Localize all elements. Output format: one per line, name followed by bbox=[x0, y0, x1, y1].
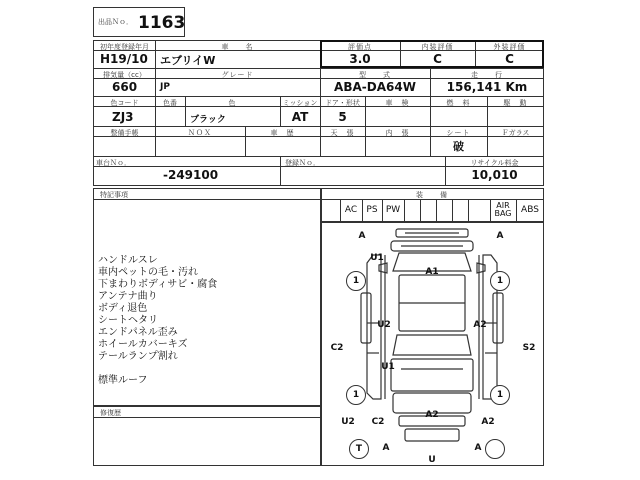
repair-box bbox=[93, 406, 322, 466]
damage-code-circle: 1 bbox=[490, 385, 510, 405]
displacement-label: 排気量（cc） bbox=[103, 71, 146, 79]
note-line: ホイールカバーキズ bbox=[98, 339, 188, 350]
equipment-label: 装 備 bbox=[416, 191, 448, 199]
equipment-ps: PS bbox=[366, 205, 378, 215]
chassis-label: 車台Ｎｏ． bbox=[96, 159, 131, 167]
lot-label: 出品Ｎｏ． bbox=[98, 18, 133, 26]
damage-code: A2 bbox=[481, 417, 495, 427]
notes-box bbox=[93, 188, 322, 406]
note-line: ボディ退色 bbox=[98, 303, 148, 314]
model-label: 型 式 bbox=[359, 71, 391, 79]
car-name-value: エブリイW bbox=[160, 54, 216, 67]
damage-code: U1 bbox=[381, 362, 395, 372]
year-label: 初年度登録年月 bbox=[100, 43, 149, 51]
damage-code: C2 bbox=[330, 343, 344, 353]
drive-label: 駆 動 bbox=[503, 99, 528, 107]
note-line: テールランプ割れ bbox=[98, 351, 178, 362]
transmission-value: AT bbox=[291, 110, 309, 124]
notes-list bbox=[98, 255, 217, 387]
damage-code: A2 bbox=[473, 320, 487, 330]
color-no-label: 色番 bbox=[163, 99, 177, 107]
displacement-value: 660 bbox=[112, 80, 138, 94]
note-line: シートヘタリ bbox=[98, 315, 158, 326]
mileage-label: 走 行 bbox=[471, 71, 503, 79]
model-value: ABA-DA64W bbox=[334, 80, 416, 94]
registration-label: 登録Ｎｏ． bbox=[285, 159, 320, 167]
equipment-ac: AC bbox=[344, 205, 358, 215]
color-value: ブラック bbox=[190, 115, 226, 125]
interior-trim-label: 内 張 bbox=[385, 129, 410, 137]
damage-code-circle: 1 bbox=[490, 271, 510, 291]
damage-code: U2 bbox=[341, 417, 355, 427]
lot-box bbox=[93, 7, 185, 37]
doors-value: 5 bbox=[338, 110, 347, 124]
damage-code: A2 bbox=[425, 410, 439, 420]
note-line: 車内ペットの毛・汚れ bbox=[98, 267, 198, 278]
fuel-label: 燃 料 bbox=[446, 99, 471, 107]
mileage-value: 156,141 Km bbox=[446, 80, 528, 94]
color-label: 色 bbox=[228, 99, 237, 107]
lot-number: 1163 bbox=[138, 13, 186, 33]
note-line: 下まわりボディサビ・腐食 bbox=[98, 279, 218, 290]
damage-code: A bbox=[474, 443, 482, 453]
damage-code-circle: T bbox=[349, 439, 369, 459]
color-code-label: 色コード bbox=[110, 99, 139, 107]
note-line: ハンドルスレ bbox=[98, 255, 158, 266]
damage-code: U1 bbox=[370, 253, 384, 263]
recycle-label: リサイクル料金 bbox=[470, 159, 519, 167]
interior-grade-value: C bbox=[433, 52, 442, 66]
year-value: H19/10 bbox=[100, 52, 148, 66]
damage-code: U bbox=[428, 455, 436, 465]
exterior-grade-label: 外装評価 bbox=[493, 43, 526, 51]
doors-label: ドア・形状 bbox=[325, 99, 360, 107]
note-line: 標準ルーフ bbox=[98, 375, 148, 386]
car-name-label: 車 名 bbox=[221, 43, 254, 51]
equipment-pw: PW bbox=[385, 205, 401, 215]
recycle-value: 10,010 bbox=[471, 168, 518, 182]
seat-value: 破 bbox=[453, 140, 464, 153]
note-line: エンドパネル歪み bbox=[98, 327, 178, 338]
history-label: 車 歴 bbox=[270, 129, 295, 137]
equipment-airbag: AIR BAG bbox=[494, 201, 512, 218]
damage-code: S2 bbox=[522, 343, 536, 353]
damage-code: A bbox=[496, 231, 504, 241]
maintenance-label: 整備手帳 bbox=[110, 129, 139, 137]
damage-code-circle: 1 bbox=[346, 271, 366, 291]
note-line bbox=[98, 363, 217, 375]
repair-label: 修復歴 bbox=[100, 409, 121, 417]
grade-value: JP bbox=[160, 82, 170, 92]
grade-score-label: 評価点 bbox=[348, 43, 372, 51]
grade-label: グレード bbox=[221, 71, 254, 79]
note-line: アンテナ曲り bbox=[98, 291, 158, 302]
grade-score-value: 3.0 bbox=[349, 52, 371, 66]
color-code-value: ZJ3 bbox=[112, 110, 134, 124]
roof-label: 天 張 bbox=[330, 129, 355, 137]
exterior-grade-value: C bbox=[505, 52, 514, 66]
chassis-value: -249100 bbox=[163, 168, 219, 182]
diagram-box bbox=[320, 222, 544, 466]
notes-label: 特記事項 bbox=[100, 191, 128, 199]
equipment-abs: ABS bbox=[521, 205, 539, 215]
damage-code: C2 bbox=[371, 417, 385, 427]
damage-code-circle bbox=[485, 439, 505, 459]
damage-code-circle: 1 bbox=[346, 385, 366, 405]
glass-label: Ｆガラス bbox=[501, 129, 530, 137]
car-diagram bbox=[321, 223, 543, 465]
transmission-label: ミッション bbox=[282, 99, 318, 107]
inspection-label: 車 検 bbox=[385, 99, 410, 107]
damage-code: A bbox=[358, 231, 366, 241]
seat-label: シート bbox=[446, 129, 471, 137]
interior-grade-label: 内装評価 bbox=[421, 43, 454, 51]
damage-code: U2 bbox=[377, 320, 391, 330]
damage-code: A1 bbox=[425, 267, 439, 277]
damage-code: A bbox=[382, 443, 390, 453]
nox-label: ＮＯＸ bbox=[188, 129, 212, 137]
